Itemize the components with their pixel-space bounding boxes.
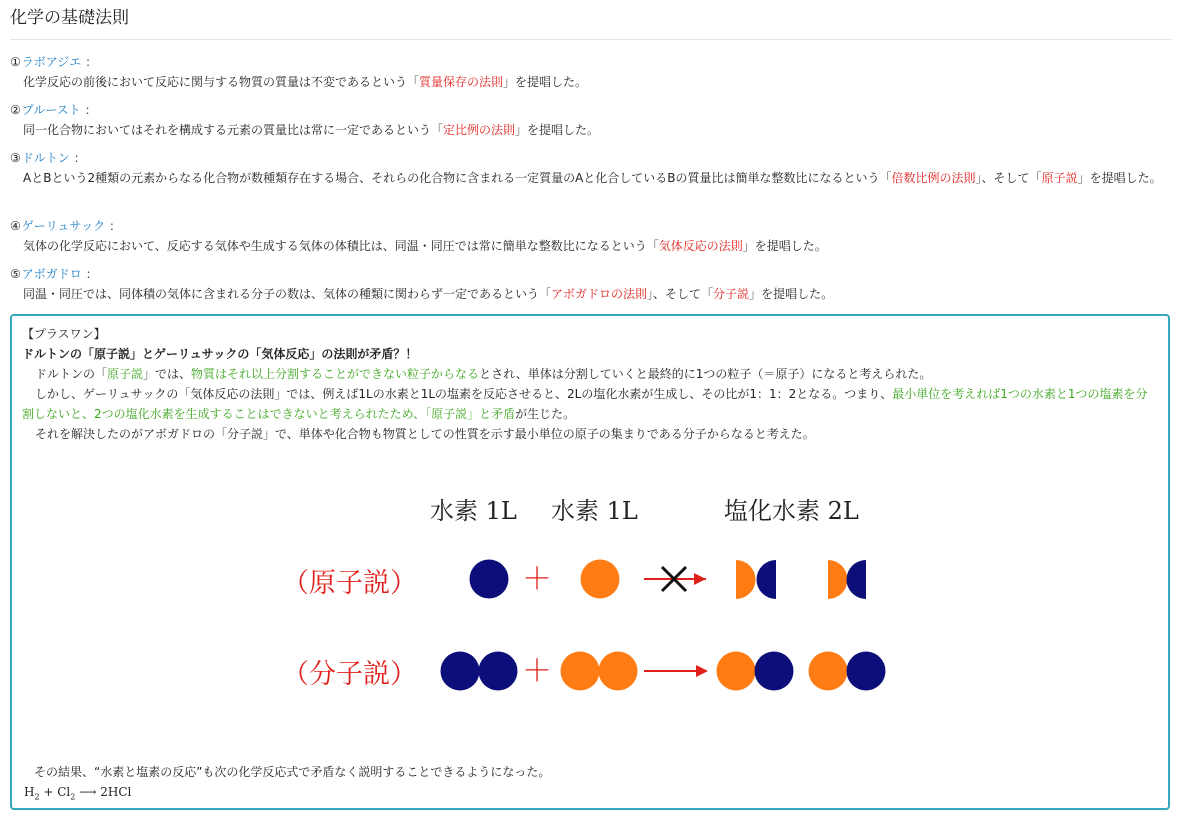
- law-item: [10, 148, 1170, 188]
- law-head: [10, 148, 1170, 168]
- desc-text: 」を提唱した。: [503, 75, 588, 89]
- desc-text: 」を提唱した。: [515, 123, 600, 137]
- text: 」では、: [143, 367, 192, 381]
- law-description: [10, 72, 1170, 92]
- law-number: ⑤: [10, 267, 21, 281]
- law-head: [10, 216, 1170, 236]
- text: ドルトンの「: [35, 367, 108, 381]
- molecule-atom-navy: [441, 652, 480, 691]
- half-atom-navy: [847, 560, 867, 599]
- law-item: [10, 216, 1170, 256]
- arrow-head: [694, 573, 706, 585]
- hcl-atom-navy: [847, 652, 886, 691]
- paragraph: [22, 384, 1157, 424]
- scientist-link[interactable]: ラボアジエ: [21, 55, 82, 69]
- desc-text: 」を提唱した。: [1077, 171, 1162, 185]
- law-item: [10, 100, 1170, 140]
- atom-orange: [581, 560, 620, 599]
- row-label-molecule-theory: （分子説）: [282, 659, 417, 689]
- eq-cl-sub: 2: [70, 792, 76, 802]
- law-name: 質量保存の法則: [419, 75, 504, 89]
- law-item: [10, 52, 1170, 92]
- highlight: 原子説: [107, 367, 144, 381]
- scientist-link[interactable]: ドルトン: [21, 151, 70, 165]
- law-name: 気体反応の法則: [658, 239, 743, 253]
- molecule-atom-navy: [479, 652, 518, 691]
- text: しかし、ゲーリュサックの「気体反応の法則」では、例えば1Lの水素と1Lの塩素を反応させると、2Lの塩化水素が生成し、その比が1：1：2となる。つまり、: [35, 387, 893, 401]
- desc-text: 同一化合物においてはそれを構成する元素の質量比は常に一定であるという「: [23, 123, 444, 137]
- plus-sign: ＋: [522, 654, 552, 689]
- scientist-link[interactable]: ゲーリュサック: [21, 219, 106, 233]
- label-hydrogen-2: 水素 1L: [551, 497, 638, 525]
- law-item: [10, 264, 1170, 304]
- result-text: その結果、“水素と塩素の反応”も次の化学反応式で矛盾なく説明することできるようになった。: [34, 765, 551, 779]
- desc-text: AとBという2種類の元素からなる化合物が数種類存在する場合、それらの化合物に含まれる一定質量のAと化合しているBの質量比は簡単な整数比になるという「: [23, 171, 892, 185]
- law-name: 倍数比例の法則: [891, 171, 976, 185]
- scientist-link[interactable]: アボガドロ: [21, 267, 82, 281]
- desc-text: 」を提唱した。: [742, 239, 827, 253]
- colon: ：: [109, 219, 122, 233]
- law-number: ③: [10, 151, 21, 165]
- eq-product: 2HCl: [100, 785, 132, 799]
- desc-text: 気体の化学反応において、反応する気体や生成する気体の体積比は、同温・同圧では常に簡単な整数比になるという「: [23, 239, 659, 253]
- law-number: ①: [10, 55, 21, 69]
- hcl-atom-navy: [755, 652, 794, 691]
- colon: ：: [73, 151, 86, 165]
- colon: ：: [85, 267, 98, 281]
- molecule-atom-orange: [599, 652, 638, 691]
- text: が生じた。: [515, 407, 576, 421]
- plus-one-heading: ドルトンの「原子説」とゲーリュサックの「気体反応」の法則が矛盾？！: [22, 347, 418, 361]
- law-number: ②: [10, 103, 21, 117]
- paragraph: それを解決したのがアボガドロの「分子説」で、単体や化合物も物質としての性質を示す最小単位の原子の集まりである分子からなると考えた。: [35, 427, 815, 441]
- hcl-atom-orange: [717, 652, 756, 691]
- eq-arrow: ⟶: [75, 785, 101, 799]
- label-hydrogen-1: 水素 1L: [430, 497, 517, 525]
- hcl-atom-orange: [809, 652, 848, 691]
- plus-one-content: [22, 324, 1157, 444]
- desc-text: 」を提唱した。: [749, 287, 834, 301]
- law-name: アボガドロの法則: [551, 287, 648, 301]
- half-atom-navy: [757, 560, 777, 599]
- eq-plus: +: [39, 785, 58, 799]
- plus-one-box: [10, 314, 1170, 810]
- law-description: [10, 284, 1170, 304]
- plus-one-tag: 【プラスワン】: [22, 327, 106, 341]
- row-label-atom-theory: （原子説）: [282, 568, 417, 598]
- law-name: 原子説: [1041, 171, 1078, 185]
- text: とされ、単体は分割していくと最終的に1つの粒子（＝原子）になると考えられた。: [479, 367, 932, 381]
- law-head: [10, 52, 1170, 72]
- chemical-equation: [24, 782, 131, 807]
- desc-text: 」、そして「: [647, 287, 714, 301]
- law-head: [10, 264, 1170, 284]
- highlight: 最小単位を考えれば1つの水素と1つの塩素を分割しないと、2つの塩化水素を生成することはできないと考えられたため、「原子説」と矛盾: [22, 387, 1148, 421]
- colon: ：: [85, 55, 98, 69]
- law-name: 定比例の法則: [443, 123, 516, 137]
- desc-text: 」、そして「: [975, 171, 1042, 185]
- eq-cl: Cl: [57, 785, 71, 799]
- desc-text: 化学反応の前後において反応に関与する物質の質量は不変であるという「: [23, 75, 420, 89]
- law-number: ④: [10, 219, 21, 233]
- paragraph: [22, 364, 1157, 384]
- arrow-head: [696, 665, 708, 677]
- plus-sign: ＋: [522, 562, 552, 597]
- reaction-diagram: [282, 484, 902, 714]
- law-head: [10, 100, 1170, 120]
- scientist-link[interactable]: プルースト: [21, 103, 81, 117]
- eq-h-sub: 2: [34, 792, 40, 802]
- law-name: 分子説: [713, 287, 750, 301]
- highlight: 物質はそれ以上分割することができない粒子からなる: [191, 367, 480, 381]
- law-description: [10, 120, 1170, 140]
- desc-text: 同温・同圧では、同体積の気体に含まれる分子の数は、気体の種類に関わらず一定であるという「: [23, 287, 552, 301]
- colon: ：: [84, 103, 97, 117]
- half-atom-orange: [736, 560, 756, 599]
- eq-h: H: [24, 785, 35, 799]
- atom-navy: [470, 560, 509, 599]
- law-description: [10, 168, 1170, 188]
- page-title: 化学の基礎法則: [10, 6, 1172, 40]
- label-hydrogen-chloride: 塩化水素 2L: [724, 497, 859, 525]
- law-description: [10, 236, 1170, 256]
- molecule-atom-orange: [561, 652, 600, 691]
- half-atom-orange: [828, 560, 848, 599]
